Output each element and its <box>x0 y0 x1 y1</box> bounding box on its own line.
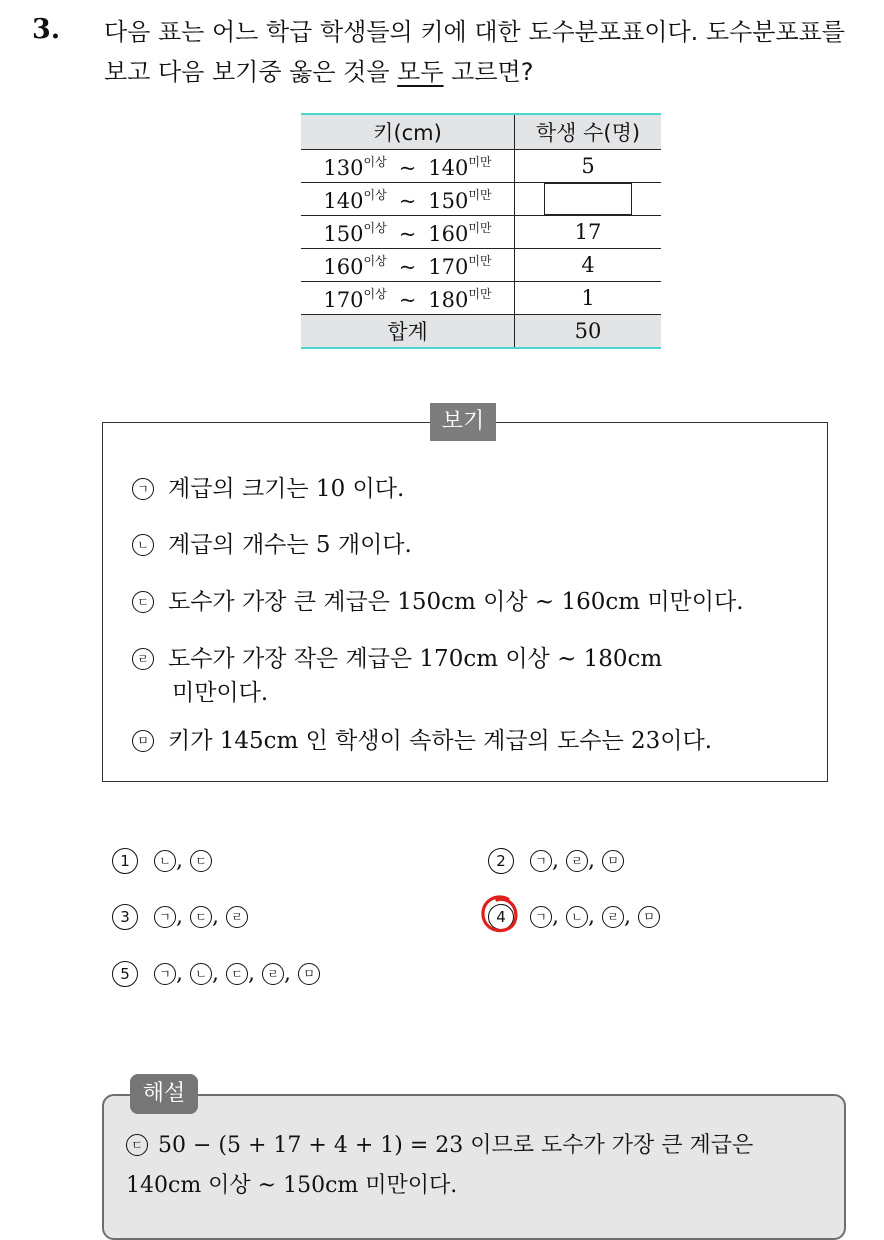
upper-suffix: 미만 <box>468 220 492 235</box>
range-from: 140 <box>323 188 364 213</box>
solution-title: 해설 <box>130 1074 198 1114</box>
bogi-item-text: 계급의 크기는 10 이다. <box>168 476 405 502</box>
circled-marker: ㅁ <box>132 730 154 752</box>
table-row <box>301 150 661 183</box>
choice-number: 1 <box>112 848 138 874</box>
lower-suffix: 이상 <box>363 253 387 268</box>
range-from: 170 <box>323 287 364 312</box>
class-count: 1 <box>515 282 662 315</box>
upper-suffix: 미만 <box>468 253 492 268</box>
choice-number: 4 <box>488 904 514 930</box>
question-text-part2: 고르면? <box>443 58 534 86</box>
bogi-item-text: 키가 145cm 인 학생이 속하는 계급의 도수는 23이다. <box>168 728 713 754</box>
choice-number: 5 <box>112 961 138 987</box>
choice-1[interactable]: 1 ㄴ , ㄷ <box>112 845 212 877</box>
circled-marker: ㄴ <box>132 534 154 556</box>
tilde: ~ <box>398 188 417 213</box>
tilde: ~ <box>398 155 417 180</box>
header-height: 키(cm) <box>301 114 515 150</box>
solution-line-2: 140cm 이상 ~ 150cm 미만이다. <box>126 1173 458 1198</box>
lower-suffix: 이상 <box>363 220 387 235</box>
class-range <box>301 249 515 282</box>
range-from: 130 <box>323 155 364 180</box>
table-row <box>301 183 661 216</box>
table-row <box>301 216 661 249</box>
lower-suffix: 이상 <box>363 187 387 202</box>
question-text <box>104 12 874 92</box>
class-count-blank <box>515 183 662 216</box>
solution-line-1: 50 − (5 + 17 + 4 + 1) = 23 이므로 도수가 가장 큰 계급은 <box>158 1133 754 1158</box>
question-text-part1: 다음 표는 어느 학급 학생들의 키에 대한 도수분포표이다. 도수분포표를 보고 다음 보기중 옳은 것을 <box>104 18 845 86</box>
bogi-item-text: 도수가 가장 작은 계급은 170cm 이상 ~ 180cm <box>168 646 663 672</box>
table-header-row <box>301 114 661 150</box>
choice-3[interactable]: 3 ㄱ , ㄷ , ㄹ <box>112 901 248 933</box>
header-students: 학생 수(명) <box>515 114 662 150</box>
class-count: 5 <box>515 150 662 183</box>
question-emphasis: 모두 <box>397 58 444 86</box>
choice-number: 3 <box>112 904 138 930</box>
bogi-item <box>132 642 812 710</box>
circled-marker: ㄹ <box>132 648 154 670</box>
upper-suffix: 미만 <box>468 154 492 169</box>
tilde: ~ <box>398 221 417 246</box>
choice-2[interactable]: 2 ㄱ , ㄹ , ㅁ <box>488 845 624 877</box>
range-from: 150 <box>323 221 364 246</box>
range-to: 150 <box>428 188 469 213</box>
tilde: ~ <box>398 287 417 312</box>
bogi-item <box>132 472 812 506</box>
solution-text <box>126 1126 836 1206</box>
answer-blank-box <box>544 183 632 215</box>
bogi-item-text-cont: 미만이다. <box>172 680 269 706</box>
range-to: 140 <box>428 155 469 180</box>
choice-number: 2 <box>488 848 514 874</box>
choice-5[interactable]: 5 ㄱ , ㄴ , ㄷ , ㄹ , ㅁ <box>112 958 320 990</box>
class-count: 17 <box>515 216 662 249</box>
bogi-item-text: 계급의 개수는 5 개이다. <box>168 532 412 558</box>
class-count: 4 <box>515 249 662 282</box>
lower-suffix: 이상 <box>363 286 387 301</box>
upper-suffix: 미만 <box>468 286 492 301</box>
upper-suffix: 미만 <box>468 187 492 202</box>
bogi-item <box>132 528 812 562</box>
bogi-item-text: 도수가 가장 큰 계급은 150cm 이상 ~ 160cm 미만이다. <box>168 589 744 615</box>
bogi-item <box>132 724 812 758</box>
answer-circle-mark-icon <box>478 893 520 935</box>
table-row <box>301 282 661 315</box>
total-label: 합계 <box>301 315 515 349</box>
range-to: 180 <box>428 287 469 312</box>
class-range <box>301 183 515 216</box>
total-value: 50 <box>515 315 662 349</box>
lower-suffix: 이상 <box>363 154 387 169</box>
range-to: 170 <box>428 254 469 279</box>
range-from: 160 <box>323 254 364 279</box>
table-total-row <box>301 315 661 349</box>
class-range <box>301 150 515 183</box>
range-to: 160 <box>428 221 469 246</box>
circled-marker: ㄷ <box>132 591 154 613</box>
frequency-table <box>301 113 661 349</box>
table-row <box>301 249 661 282</box>
class-range <box>301 216 515 249</box>
question-number: 3. <box>32 14 61 45</box>
circled-marker: ㄷ <box>126 1134 148 1156</box>
choice-4[interactable]: 4 ㄱ , ㄴ , ㄹ , ㅁ <box>488 901 660 933</box>
tilde: ~ <box>398 254 417 279</box>
bogi-item <box>132 585 812 619</box>
circled-marker: ㄱ <box>132 478 154 500</box>
class-range <box>301 282 515 315</box>
bogi-title: 보기 <box>430 403 496 441</box>
